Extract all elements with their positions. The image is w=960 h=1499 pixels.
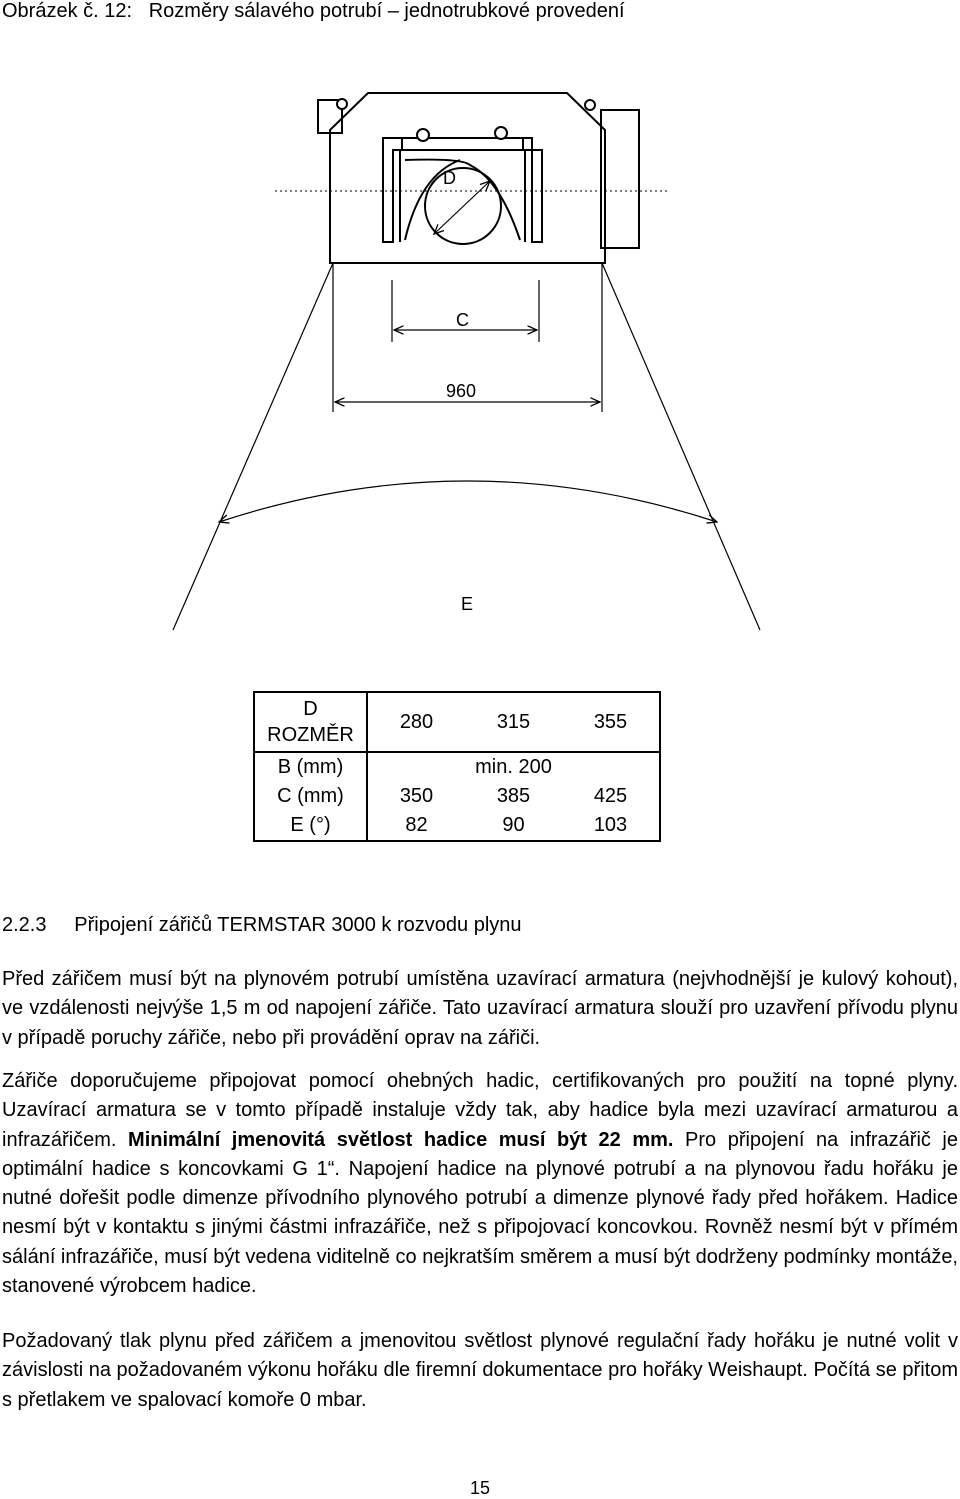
label-960: 960 (446, 381, 477, 401)
label-e: E (461, 594, 474, 614)
table-row (254, 782, 660, 811)
dimension-table (253, 691, 661, 842)
page-number: 15 (469, 1478, 491, 1498)
table-cell: 103 (593, 814, 628, 836)
paragraph-2-part-1: Zářiče doporučujeme připojovat pomocí ohebných hadic, certifikovaných pro použití na topné plyny. Uzavírací armatura se v tomto případě instaluje vždy tak, aby hadice byla mezi uzavírací armaturou a infrazářičem. (2, 1070, 958, 1151)
col-280: 280 (367, 692, 465, 752)
right-box (601, 110, 639, 248)
paragraph-2 (2, 1067, 958, 1301)
housing (330, 93, 605, 263)
row-label: B (mm) (254, 752, 367, 782)
row-label: E (°) (254, 811, 367, 841)
figure-caption: Obrázek č. 12: Rozměry sálavého potrubí – jednotrubkové provedení (2, 0, 625, 22)
table-row (254, 752, 660, 782)
header-cell (254, 692, 367, 752)
row-label: C (mm) (254, 782, 367, 811)
table-cell: 350 (399, 785, 434, 807)
table-header-row (254, 692, 660, 752)
table-cell: 82 (405, 814, 428, 836)
table-row (254, 811, 660, 841)
radiant-pipe-diagram (0, 0, 960, 660)
col-315: 315 (465, 692, 562, 752)
header-rozmer: ROZMĚR (267, 724, 354, 746)
table-cell: 425 (593, 785, 628, 807)
label-d: D (443, 168, 456, 188)
header-d: D (303, 698, 318, 720)
section-heading: 2.2.3 Připojení zářičů TERMSTAR 3000 k rozvodu plynu (2, 914, 522, 936)
merged-value: min. 200 (475, 756, 552, 778)
col-355: 355 (562, 692, 660, 752)
table-cell: 90 (502, 814, 525, 836)
reflector (383, 138, 542, 242)
paragraph-2-part-2: Pro připojení na infrazářič je optimální hadice s koncovkami G 1“. Napojení hadice na plynové potrubí a na plynovou řadu hořáku je nutné dořešit podle dimenze přívodního plynového potrubí a dimenze plynové řady před hořákem. Hadice nesmí být v kontaktu s jinými částmi infrazářiče, než s připojovací koncovkou. Rovněž nesmí být v přímém sálání infrazářiče, musí být vedena viditelně co nejkratším směrem a musí být dodrženy podmínky montáže, stanovené výrobcem hadice. (2, 1128, 959, 1298)
label-c: C (456, 310, 469, 330)
paragraph-2-bold: Minimální jmenovitá světlost hadice musí být 22 mm. (128, 1128, 674, 1151)
paragraph-1: Před zářičem musí být na plynovém potrubí umístěna uzavírací armatura (nejvhodnější je kulový kohout), ve vzdálenosti nejvýše 1,5 m od napojení zářiče. Tato uzavírací armatura slouží pro uzavření přívodu plynu v případě poruchy zářiče, nebo při provádění oprav na zářiči. (2, 968, 958, 1049)
deflector (405, 160, 520, 240)
table-cell: 385 (496, 785, 531, 807)
paragraph-3: Požadovaný tlak plynu před zářičem a jmenovitou světlost plynové regulační řady hořáku je nutné volit v závislosti na požadovaném výkonu hořáku dle firemní dokumentace pro hořáky Weishaupt. Počítá se přitom s přetlakem ve spalovací komoře 0 mbar. (2, 1330, 958, 1411)
